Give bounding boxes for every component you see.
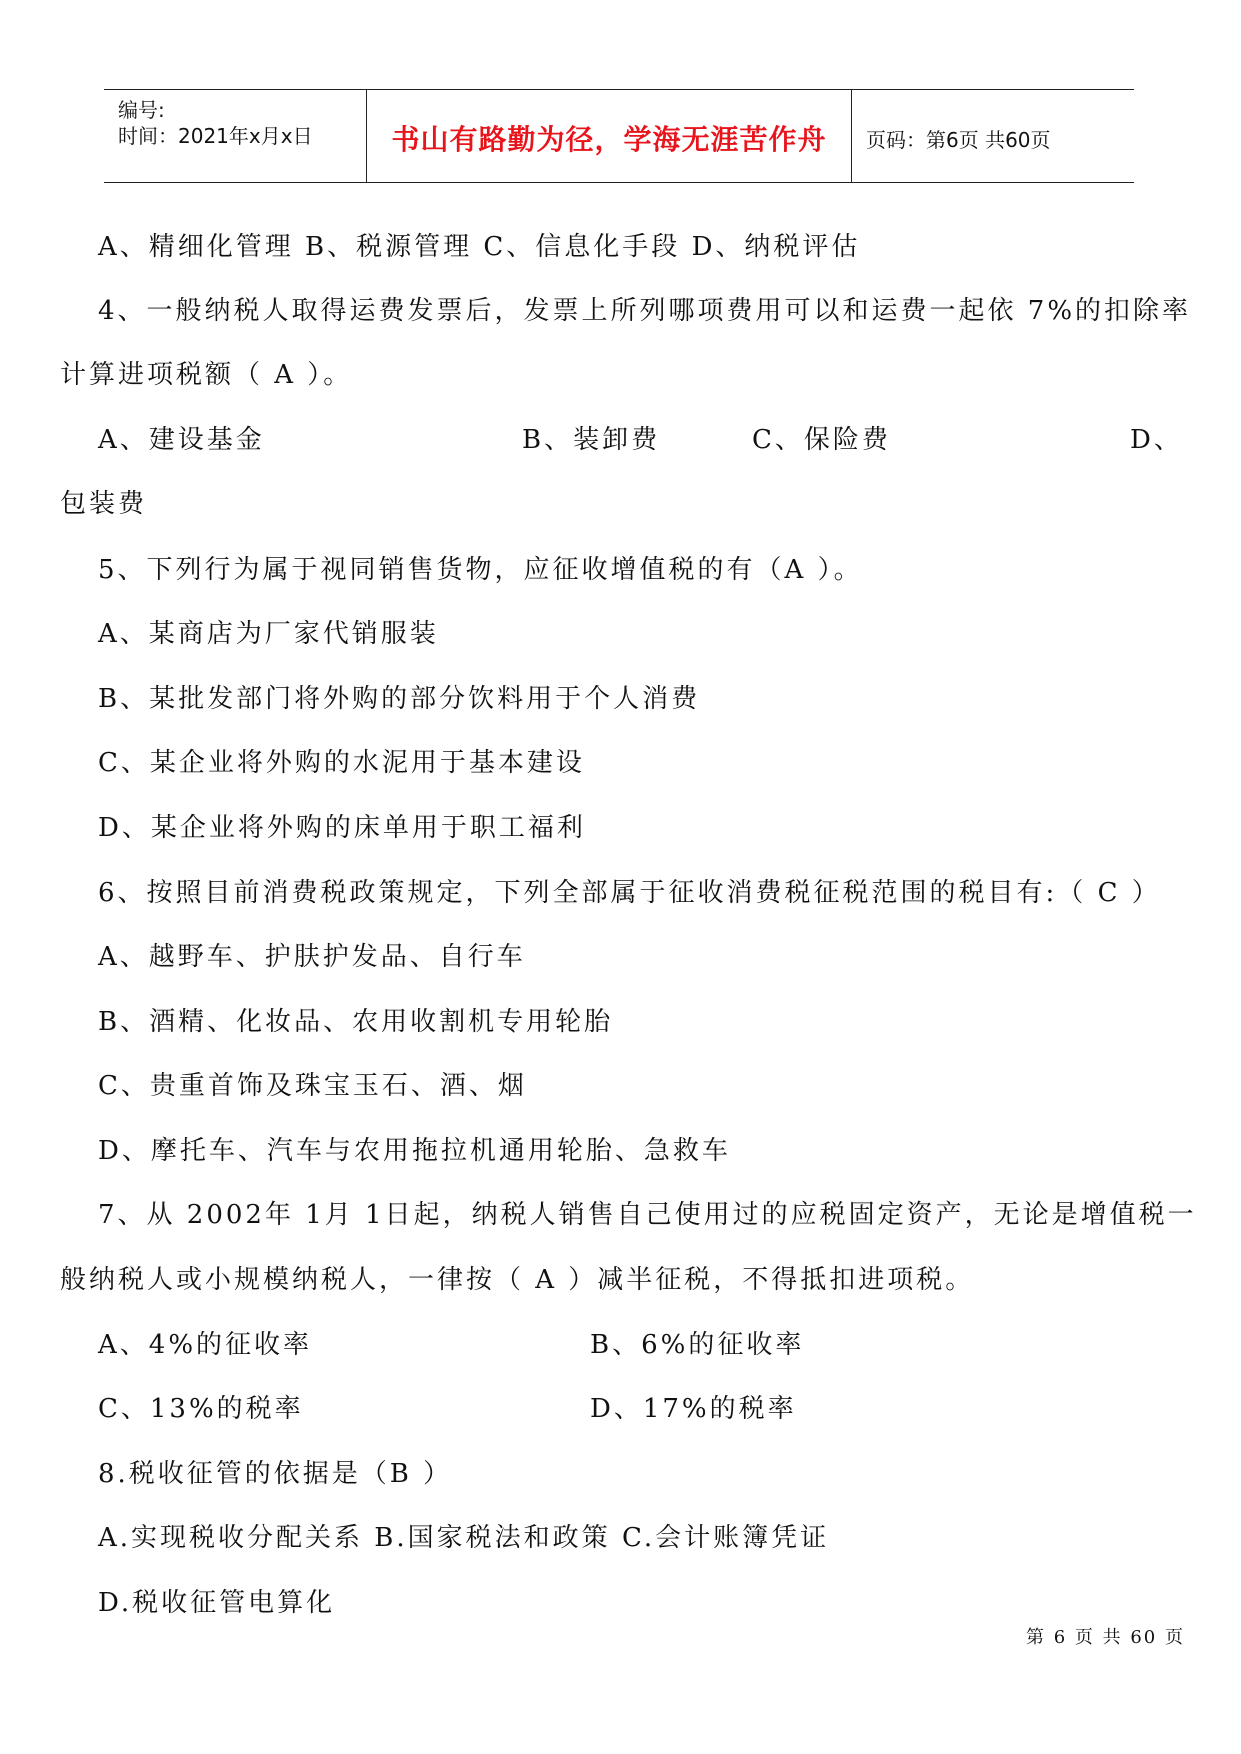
header-left-cell: [104, 90, 367, 182]
text-line: A.实现税收分配关系 B.国家税法和政策 C.会计账簿凭证: [98, 1523, 830, 1553]
text-line: 5、下列行为属于视同销售货物，应征收增值税的有（A ）。: [98, 555, 863, 585]
page-footer: 第 6 页 共 60 页: [1026, 1627, 1185, 1648]
text-line: B、酒精、化妆品、农用收割机专用轮胎: [98, 1007, 614, 1037]
text-line: 般纳税人或小规模纳税人，一律按（ A ）减半征税，不得抵扣进项税。: [60, 1265, 975, 1295]
text-line: D、某企业将外购的床单用于职工福利: [98, 813, 586, 843]
text-line: A、某商店为厂家代销服装: [98, 619, 439, 649]
option-text: B、装卸费: [522, 425, 661, 455]
text-line: 8.税收征管的依据是（B ）: [98, 1459, 453, 1489]
text-line: 包装费: [60, 489, 148, 519]
document-number-label: 编号:: [118, 98, 165, 122]
text-line: C、某企业将外购的水泥用于基本建设: [98, 748, 585, 778]
header-motto: 书山有路勤为径，学海无涯苦作舟: [391, 123, 827, 156]
text-line: 计算进项税额（ A ）。: [60, 360, 353, 390]
option-text: C、13%的税率: [98, 1394, 304, 1424]
text-line: D、摩托车、汽车与农用拖拉机通用轮胎、急救车: [98, 1136, 731, 1166]
text-line: 6、按照目前消费税政策规定，下列全部属于征收消费税征税范围的税目有:（ C ）: [98, 878, 1161, 908]
option-text: A、建设基金: [98, 425, 265, 455]
text-line: A、精细化管理 B、税源管理 C、信息化手段 D、纳税评估: [98, 232, 861, 262]
option-text: B、6%的征收率: [590, 1330, 805, 1360]
header-right-cell: [852, 90, 1134, 182]
option-text: C、保险费: [752, 425, 891, 455]
text-line: 4、一般纳税人取得运费发票后，发票上所列哪项费用可以和运费一起依 7%的扣除率: [98, 296, 1192, 326]
header-middle-cell: [367, 90, 852, 182]
text-line: 7、从 2002年 1月 1日起，纳税人销售自己使用过的应税固定资产，无论是增值税一: [98, 1200, 1197, 1230]
text-line: D.税收征管电算化: [98, 1588, 336, 1618]
option-text: D、: [1130, 425, 1183, 455]
document-time-label: 时间：2021年x月x日: [118, 124, 313, 148]
header-page-info: 页码：第6页 共60页: [866, 128, 1051, 152]
text-line: C、贵重首饰及珠宝玉石、酒、烟: [98, 1071, 527, 1101]
text-line: A、越野车、护肤护发品、自行车: [98, 942, 526, 972]
option-text: D、17%的税率: [590, 1394, 797, 1424]
option-text: A、4%的征收率: [98, 1330, 313, 1360]
page-header: [104, 89, 1134, 183]
text-line: B、某批发部门将外购的部分饮料用于个人消费: [98, 684, 701, 714]
